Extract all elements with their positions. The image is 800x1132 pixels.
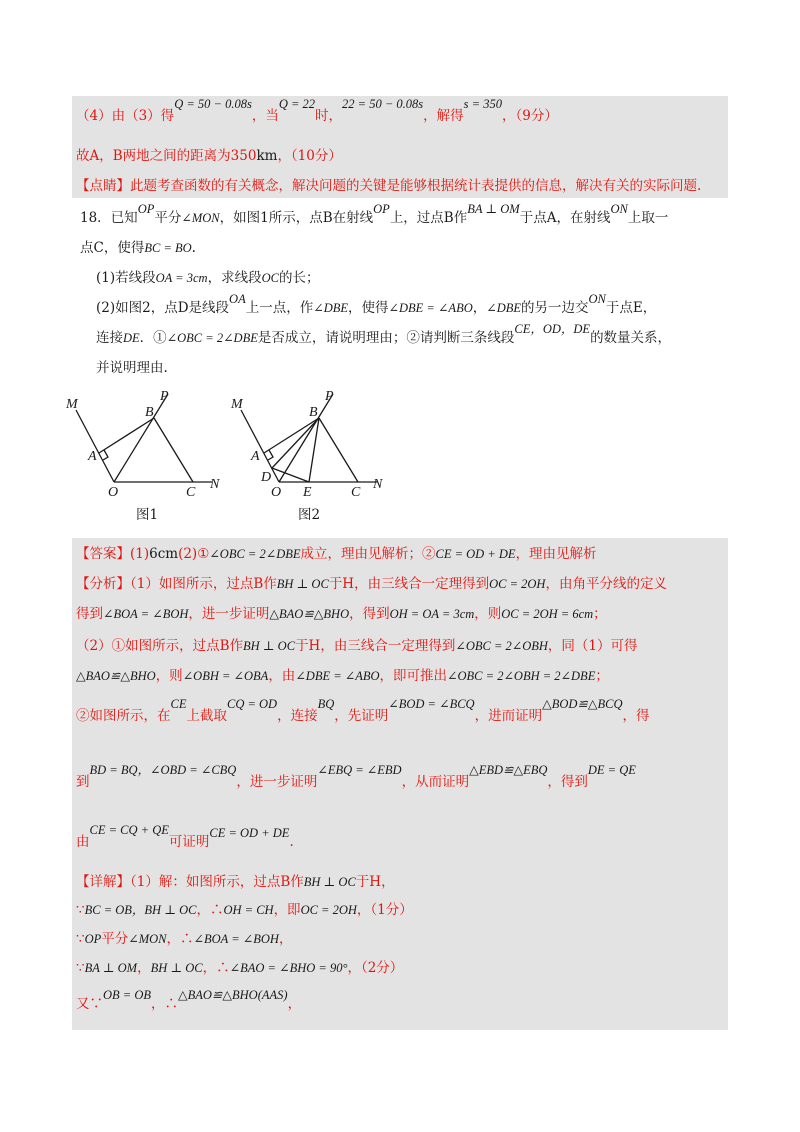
label-a: A: [88, 449, 97, 464]
label-n: N: [373, 477, 383, 492]
analysis-line4: △BAO≌△BHO，则∠OBH = ∠OBA，由∠DBE = ∠ABO，即可推出∠OBC = 2∠OBH = 2∠DBE；: [76, 668, 609, 684]
label-d: D: [261, 470, 272, 485]
label-c: C: [186, 485, 196, 498]
label-b: B: [145, 405, 154, 420]
detail-line3: ∵OP平分∠MON，∴∠BOA = ∠BOH，: [76, 931, 293, 947]
detail-line1: 【详解】（1）解：如图所示，过点B作BH ⊥ OC于H，: [76, 874, 395, 890]
right-angle-mark: [268, 450, 273, 460]
analysis-line5: ②如图所示，在CE上截取CQ = OD，连接BQ，先证明∠BOD = ∠BCQ，进而证明△BOD≌△BCQ，得: [76, 697, 650, 724]
label-m: M: [231, 397, 243, 412]
figure-2: [227, 388, 397, 498]
label-e: E: [303, 485, 312, 498]
segment-ba: [99, 418, 154, 453]
right-angle-mark: [103, 450, 108, 460]
comment-line: 【点睛】此题考查函数的有关概念，解决问题的关键是能够根据统计表提供的信息，解决有关的实际问题.: [76, 178, 702, 194]
label-m: M: [66, 397, 78, 412]
problem-line2: 点C，使得BC = BO.: [80, 240, 196, 256]
ray-om: [76, 410, 114, 482]
analysis-line2: 得到∠BOA = ∠BOH，进一步证明△BAO≌△BHO，得到OH = OA = 3cm，则OC = 2OH = 6cm；: [76, 606, 607, 622]
ray-om: [241, 410, 279, 482]
problem-line5: 连接DE．①∠OBC = 2∠DBE是否成立，请说明理由；②请判断三条线段CE，OD，DE的数量关系，: [96, 322, 672, 346]
analysis-line7: 由CE = CQ + QE可证明CE = OD + DE.: [76, 823, 294, 850]
section4-line1: （4）由（3）得Q = 50 − 0.08s，当Q = 22时，22 = 50 − 0.08s，解得s = 350，（9分）: [76, 97, 558, 124]
figure-2-caption: 图2: [298, 507, 321, 523]
answer-line: 【答案】(1)6cm(2)①∠OBC = 2∠DBE成立，理由见解析；②CE = OD + DE，理由见解析: [76, 546, 597, 562]
problem-line6: 并说明理由.: [96, 360, 168, 376]
detail-line5: 又∵OB = OB，∴△BAO≌△BHO(AAS)，: [76, 988, 302, 1012]
section4-line2: 故A，B两地之间的距离为350km，（10分）: [76, 148, 342, 164]
label-b: B: [309, 405, 318, 420]
label-p: P: [160, 389, 169, 404]
label-o: O: [108, 485, 119, 498]
label-a: A: [251, 449, 260, 464]
analysis-line3: （2）①如图所示，过点B作BH ⊥ OC于H，由三线合一定理得到∠OBC = 2∠OBH，同（1）可得: [76, 638, 638, 654]
detail-line4: ∵BA ⊥ OM，BH ⊥ OC，∴∠BAO = ∠BHO = 90°，（2分）: [76, 960, 404, 976]
label-c: C: [351, 485, 361, 498]
segment-bc: [319, 418, 358, 482]
problem-line3: (1)若线段OA = 3cm，求线段OC的长；: [96, 270, 320, 286]
segment-bc: [154, 418, 193, 482]
label-p: P: [325, 389, 334, 404]
detail-line2: ∵BC = OB，BH ⊥ OC，∴OH = CH，即OC = 2OH，（1分）: [76, 902, 413, 918]
label-n: N: [210, 477, 220, 492]
problem-line1: 18．已知OP平分∠MON，如图1所示，点B在射线OP上，过点B作BA ⊥ OM于点A，在射线ON上取一: [80, 202, 669, 226]
analysis-line6: 到BD = BQ，∠OBD = ∠CBQ，进一步证明∠EBQ = ∠EBD，从而证明△EBD≌△EBQ，得到DE = QE: [76, 763, 636, 790]
figure-1-caption: 图1: [136, 507, 159, 523]
analysis-line1: 【分析】（1）如图所示，过点B作BH ⊥ OC于H，由三线合一定理得到OC = 2OH，由角平分线的定义: [76, 576, 667, 592]
problem-line4: (2)如图2，点D是线段OA上一点，作∠DBE，使得∠DBE = ∠ABO，∠DBE的另一边交ON于点E，: [96, 292, 657, 316]
label-o: O: [271, 485, 282, 498]
figure-1: [62, 388, 232, 498]
